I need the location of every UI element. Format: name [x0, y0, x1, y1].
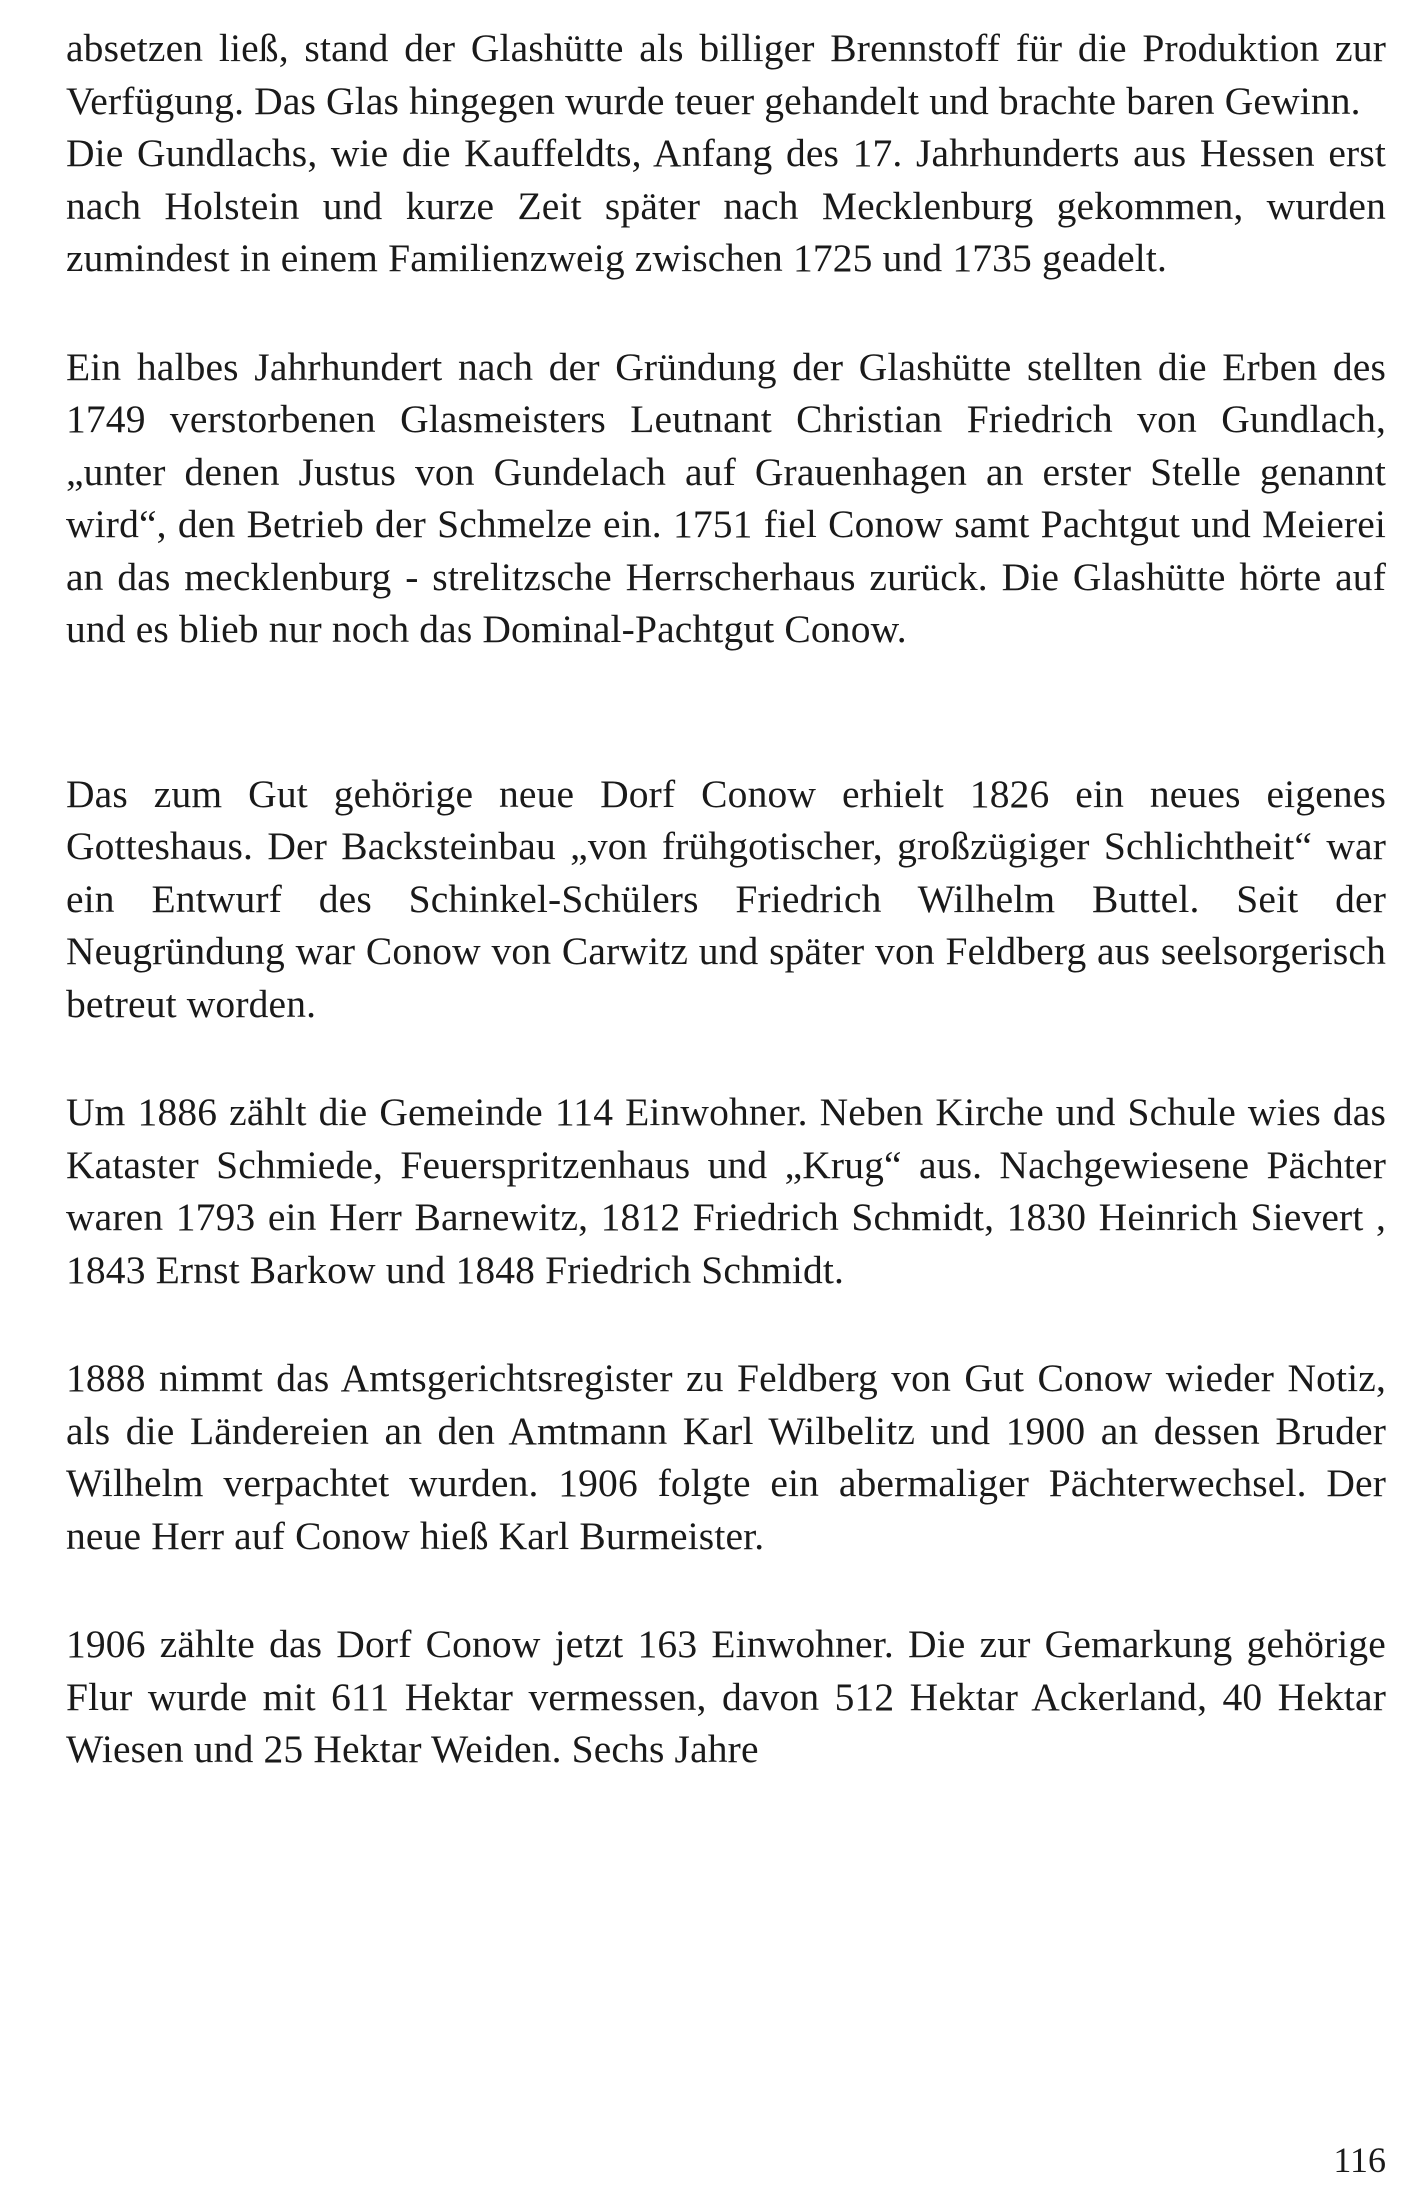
paragraph-spacer — [66, 1296, 1386, 1352]
paragraph-1: absetzen ließ, stand der Glashütte als billiger Brennstoff für die Produktion zur Verfügung. Das Glas hingegen wurde teuer gehandelt und brachte baren Gewinn. — [66, 26, 1386, 123]
paragraph-7: 1906 zählte das Dorf Conow jetzt 163 Einwohner. Die zur Gemarkung gehörige Flur wurde mit 611 Hektar vermessen, davon 512 Hektar Ackerland, 40 Hektar Wiesen und 25 Hektar Weiden. Sechs Jahre — [66, 1622, 1386, 1771]
page-number: 116 — [1333, 2140, 1386, 2180]
paragraph-6: 1888 nimmt das Amtsgerichtsregister zu Feldberg von Gut Conow wieder Notiz, als die Ländereien an den Amtmann Karl Wilbelitz und 1900 an dessen Bruder Wilhelm verpachtet wurden. 1906 folgte ein abermaliger Pächterwechsel. Der neue Herr auf Conow hieß Karl Burmeister. — [66, 1356, 1386, 1558]
document-page — [66, 22, 1386, 1776]
paragraph-spacer — [66, 1030, 1386, 1086]
paragraph-4: Das zum Gut gehörige neue Dorf Conow erhielt 1826 ein neues eigenes Gotteshaus. Der Backsteinbau „von frühgotischer, großzügiger Schlichtheit“ war ein Entwurf des Schinkel-Schülers Friedrich Wilhelm Buttel. Seit der Neugründung war Conow von Carwitz und später von Feldberg aus seelsorgerisch betreut worden. — [66, 771, 1386, 1026]
paragraph-5: Um 1886 zählt die Gemeinde 114 Einwohner. Neben Kirche und Schule wies das Kataster Schmiede, Feuerspritzenhaus und „Krug“ aus. Nachgewiesene Pächter waren 1793 ein Herr Barnewitz, 1812 Friedrich Schmidt, 1830 Heinrich Sievert , 1843 Ernst Barkow und 1848 Friedrich Schmidt. — [66, 1090, 1386, 1292]
paragraph-3: Ein halbes Jahrhundert nach der Gründung der Glashütte stellten die Erben des 1749 verstorbenen Glasmeisters Leutnant Christian Friedrich von Gundlach, „unter denen Justus von Gundelach auf Grauenhagen an erster Stelle genannt wird“, den Betrieb der Schmelze ein. 1751 fiel Conow samt Pachtgut und Meierei an das mecklenburg - strelitzsche Herrscherhaus zurück. Die Glashütte hörte auf und es blieb nur noch das Dominal-Pachtgut Conow. — [66, 344, 1386, 651]
paragraph-spacer — [66, 656, 1386, 768]
paragraph-spacer — [66, 1562, 1386, 1618]
paragraph-spacer — [66, 285, 1386, 341]
paragraph-2: Die Gundlachs, wie die Kauffeldts, Anfang des 17. Jahrhunderts aus Hessen erst nach Holstein und kurze Zeit später nach Mecklenburg gekommen, wurden zumindest in einem Familienzweig zwischen 1725 und 1735 geadelt. — [66, 131, 1386, 280]
